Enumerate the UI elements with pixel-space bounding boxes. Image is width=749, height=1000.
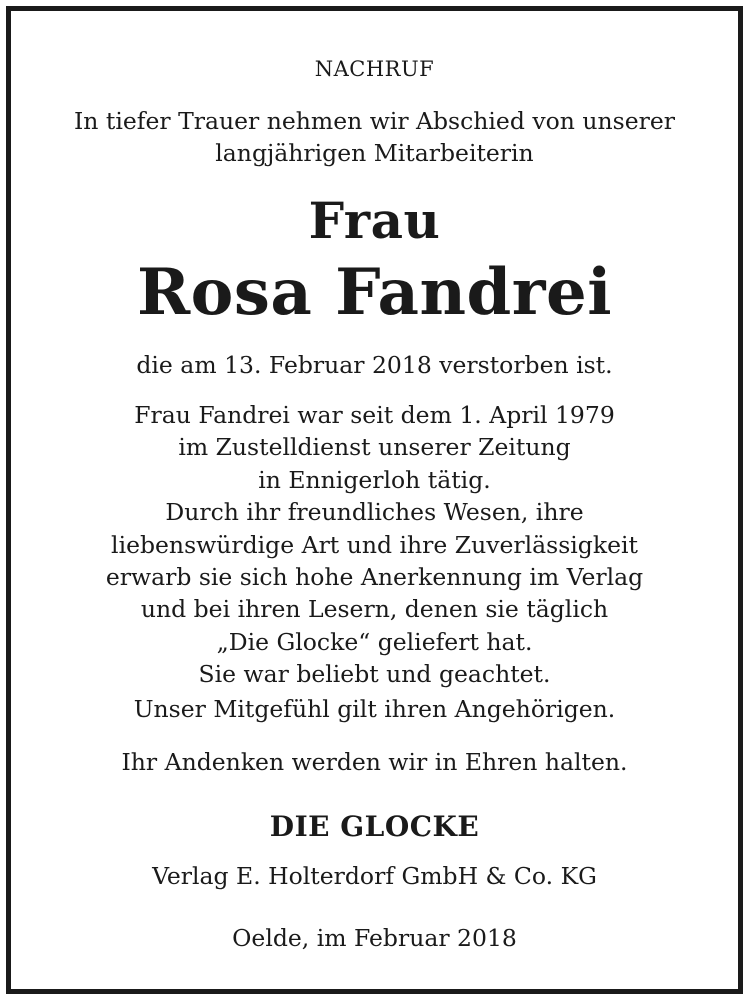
- sympathy-line: Unser Mitgefühl gilt ihren Angehörigen.: [133, 695, 616, 723]
- body-line: Durch ihr freundliches Wesen, ihre: [165, 498, 584, 527]
- intro-line: In tiefer Trauer nehmen wir Abschied von unserer: [74, 107, 675, 135]
- memory-line: Ihr Andenken werden wir in Ehren halten.: [121, 748, 628, 776]
- obituary-frame: [6, 6, 743, 994]
- death-date-line: die am 13. Februar 2018 verstorben ist.: [136, 351, 613, 379]
- intro-line: langjährigen Mitarbeiterin: [215, 139, 534, 167]
- deceased-name: Rosa Fandrei: [136, 255, 613, 330]
- body-line: Frau Fandrei war seit dem 1. April 1979: [134, 401, 615, 429]
- body-line: in Ennigerloh tätig.: [258, 465, 491, 494]
- publisher-name: DIE GLOCKE: [269, 810, 480, 843]
- body-line: liebenswürdige Art und ihre Zuverlässigkeit: [111, 530, 638, 559]
- title-salutation: Frau: [308, 191, 441, 250]
- body-line: und bei ihren Lesern, denen sie täglich: [140, 595, 609, 624]
- body-line: erwarb sie sich hohe Anerkennung im Verlag: [105, 563, 644, 592]
- body-line: „Die Glocke“ geliefert hat.: [216, 627, 533, 656]
- obituary-content: [11, 11, 738, 989]
- intro-text: [11, 105, 738, 169]
- body-line: Sie war beliebt und geachtet.: [198, 660, 551, 689]
- place-date: Oelde, im Februar 2018: [232, 924, 517, 952]
- publisher-subtitle: Verlag E. Holterdorf GmbH & Co. KG: [152, 862, 597, 890]
- notice-heading: NACHRUF: [314, 57, 435, 81]
- body-line: im Zustelldienst unserer Zeitung: [178, 433, 571, 462]
- body-text: [11, 399, 738, 691]
